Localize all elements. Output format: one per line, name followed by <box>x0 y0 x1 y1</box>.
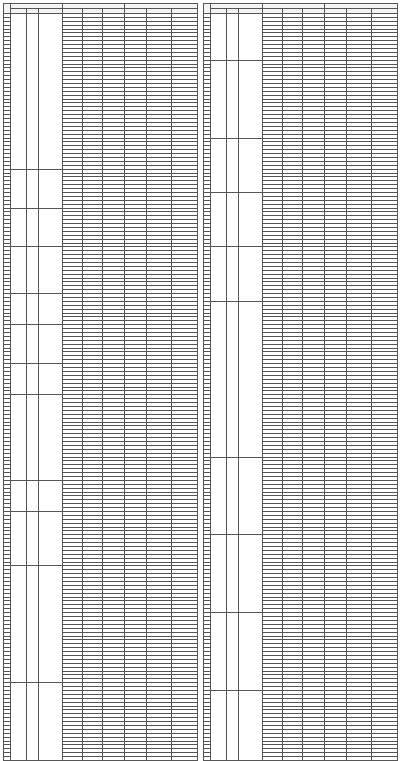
merged-cell-a <box>211 60 227 138</box>
table-cell-g <box>125 757 147 761</box>
left-table-page <box>3 3 197 583</box>
merged-cell-b <box>227 613 239 691</box>
table-cell-f <box>103 757 125 761</box>
merged-cell-a <box>11 325 27 364</box>
table-cell-d <box>263 757 283 761</box>
merged-cell-a <box>11 395 27 481</box>
merged-cell-c <box>39 480 63 511</box>
merged-cell-c <box>239 60 263 138</box>
document-sheet <box>3 3 397 583</box>
table-cell-h <box>347 757 372 761</box>
row-number-cell <box>204 757 211 761</box>
merged-cell-b <box>227 690 239 760</box>
merged-cell-c <box>39 364 63 395</box>
right-table-page <box>203 3 397 583</box>
merged-cell-c <box>39 247 63 294</box>
header-col-no <box>4 4 11 14</box>
merged-cell-b <box>27 480 39 511</box>
merged-cell-a <box>211 613 227 691</box>
merged-cell-c <box>239 138 263 192</box>
merged-cell-a <box>11 683 27 761</box>
merged-cell-a <box>11 512 27 566</box>
merged-cell-c <box>39 683 63 761</box>
merged-cell-b <box>27 247 39 294</box>
merged-cell-b <box>227 192 239 246</box>
table-cell-f <box>303 757 325 761</box>
merged-cell-a <box>11 14 27 170</box>
merged-cell-c <box>39 294 63 325</box>
merged-cell-c <box>239 14 263 61</box>
merged-cell-c <box>239 301 263 457</box>
table-header <box>4 4 198 14</box>
left-data-table <box>3 3 198 761</box>
merged-cell-c <box>239 690 263 760</box>
table-cell-e <box>283 757 303 761</box>
merged-cell-b <box>27 683 39 761</box>
merged-cell-a <box>11 208 27 247</box>
merged-cell-b <box>227 60 239 138</box>
merged-cell-c <box>239 457 263 535</box>
merged-cell-b <box>27 364 39 395</box>
merged-cell-a <box>211 138 227 192</box>
merged-cell-c <box>39 566 63 683</box>
merged-cell-a <box>211 457 227 535</box>
merged-cell-c <box>39 395 63 481</box>
merged-cell-a <box>11 566 27 683</box>
merged-cell-b <box>227 301 239 457</box>
merged-cell-c <box>39 14 63 170</box>
merged-cell-b <box>227 535 239 613</box>
merged-cell-c <box>39 512 63 566</box>
table-cell-d <box>63 757 83 761</box>
right-data-table <box>203 3 398 761</box>
table-cell-e <box>83 757 103 761</box>
merged-cell-b <box>27 325 39 364</box>
table-cell-i <box>172 757 198 761</box>
merged-cell-b <box>27 14 39 170</box>
merged-cell-a <box>211 301 227 457</box>
merged-cell-b <box>27 208 39 247</box>
merged-cell-c <box>39 325 63 364</box>
merged-cell-a <box>211 690 227 760</box>
table-header <box>204 4 398 14</box>
table-cell-i <box>372 757 398 761</box>
merged-cell-a <box>11 480 27 511</box>
merged-cell-c <box>239 613 263 691</box>
merged-cell-a <box>211 14 227 61</box>
merged-cell-c <box>239 192 263 246</box>
merged-cell-c <box>239 247 263 301</box>
merged-cell-b <box>27 512 39 566</box>
merged-cell-c <box>239 535 263 613</box>
table-cell-h <box>147 757 172 761</box>
merged-cell-a <box>211 535 227 613</box>
row-number-cell <box>4 757 11 761</box>
header-col-no <box>204 4 211 14</box>
merged-cell-b <box>227 457 239 535</box>
merged-cell-b <box>27 395 39 481</box>
merged-cell-a <box>11 247 27 294</box>
table-body <box>204 14 398 761</box>
merged-cell-b <box>27 566 39 683</box>
merged-cell-a <box>11 294 27 325</box>
merged-cell-c <box>39 169 63 208</box>
merged-cell-b <box>27 169 39 208</box>
merged-cell-b <box>227 14 239 61</box>
merged-cell-b <box>227 247 239 301</box>
table-body <box>4 14 198 761</box>
merged-cell-b <box>227 138 239 192</box>
merged-cell-a <box>211 247 227 301</box>
merged-cell-c <box>39 208 63 247</box>
merged-cell-a <box>11 169 27 208</box>
merged-cell-a <box>211 192 227 246</box>
table-cell-g <box>325 757 347 761</box>
merged-cell-a <box>11 364 27 395</box>
merged-cell-b <box>27 294 39 325</box>
